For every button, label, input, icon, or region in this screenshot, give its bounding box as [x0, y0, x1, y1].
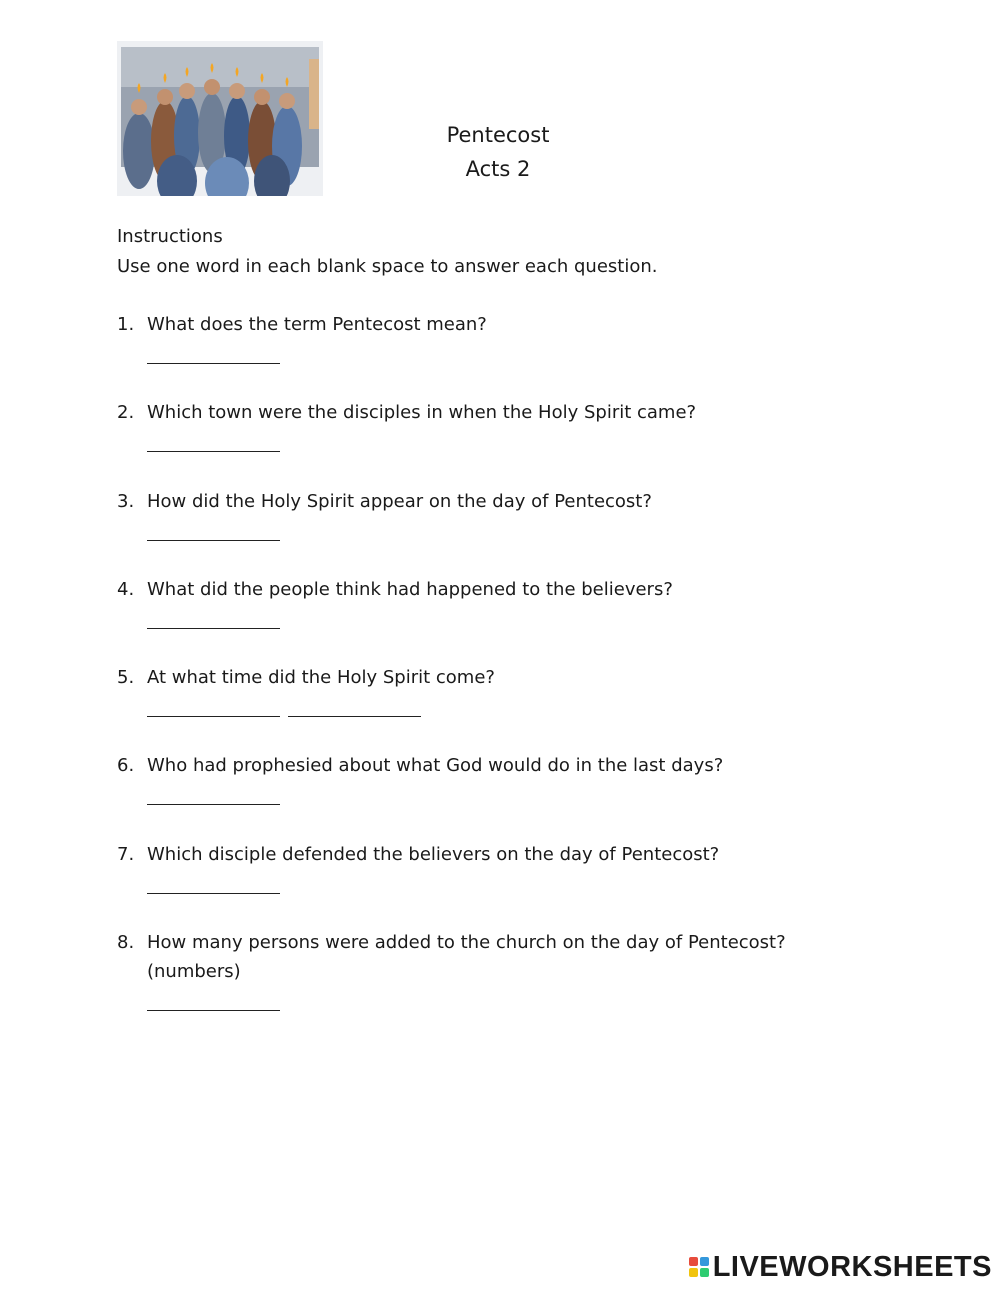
question-number: 5.: [117, 667, 135, 688]
answer-blank[interactable]: [147, 433, 280, 452]
page-subtitle: Acts 2: [465, 157, 531, 181]
question-text: Who had prophesied about what God would do in the last days?: [147, 755, 724, 776]
answer-blank[interactable]: [147, 610, 280, 629]
question-text-note: (numbers): [147, 961, 241, 982]
instructions-text: Use one word in each blank space to answer each question.: [117, 256, 658, 277]
logo-text: LIVEWORKSHEETS: [712, 1250, 992, 1283]
answer-blank[interactable]: [147, 522, 280, 541]
logo-square: [689, 1257, 698, 1266]
question-number: 7.: [117, 844, 135, 865]
question-number: 3.: [117, 491, 135, 512]
logo-square: [700, 1268, 709, 1277]
question-number: 4.: [117, 579, 135, 600]
question-text: How did the Holy Spirit appear on the day of Pentecost?: [147, 491, 652, 512]
answer-blank[interactable]: [147, 992, 280, 1011]
question-6: [117, 751, 877, 810]
answer-blank[interactable]: [147, 345, 280, 364]
logo-squares-icon: [689, 1257, 709, 1277]
logo-square: [700, 1257, 709, 1266]
page-title: Pentecost: [446, 123, 550, 147]
answer-blank[interactable]: [147, 698, 280, 717]
question-8: [117, 928, 877, 1016]
question-number: 1.: [117, 314, 135, 335]
question-2: [117, 398, 877, 457]
logo-square: [689, 1268, 698, 1277]
question-1: [117, 310, 877, 369]
question-7: [117, 840, 877, 899]
question-text: What did the people think had happened to the believers?: [147, 579, 673, 600]
question-3: [117, 487, 877, 546]
question-text: How many persons were added to the church on the day of Pentecost?: [147, 932, 786, 953]
question-number: 6.: [117, 755, 135, 776]
pentecost-illustration: [117, 41, 323, 196]
question-text: Which town were the disciples in when the Holy Spirit came?: [147, 402, 697, 423]
question-text: At what time did the Holy Spirit come?: [147, 667, 495, 688]
question-text: Which disciple defended the believers on the day of Pentecost?: [147, 844, 720, 865]
question-number: 2.: [117, 402, 135, 423]
answer-blank[interactable]: [147, 875, 280, 894]
title-block: [398, 118, 598, 186]
instructions-block: [117, 222, 657, 282]
question-5: [117, 663, 877, 722]
answer-blank[interactable]: [288, 698, 421, 717]
question-4: [117, 575, 877, 634]
instructions-heading: Instructions: [117, 226, 223, 247]
liveworksheets-logo: [689, 1249, 992, 1285]
answer-blank[interactable]: [147, 786, 280, 805]
question-text: What does the term Pentecost mean?: [147, 314, 487, 335]
question-number: 8.: [117, 932, 135, 953]
